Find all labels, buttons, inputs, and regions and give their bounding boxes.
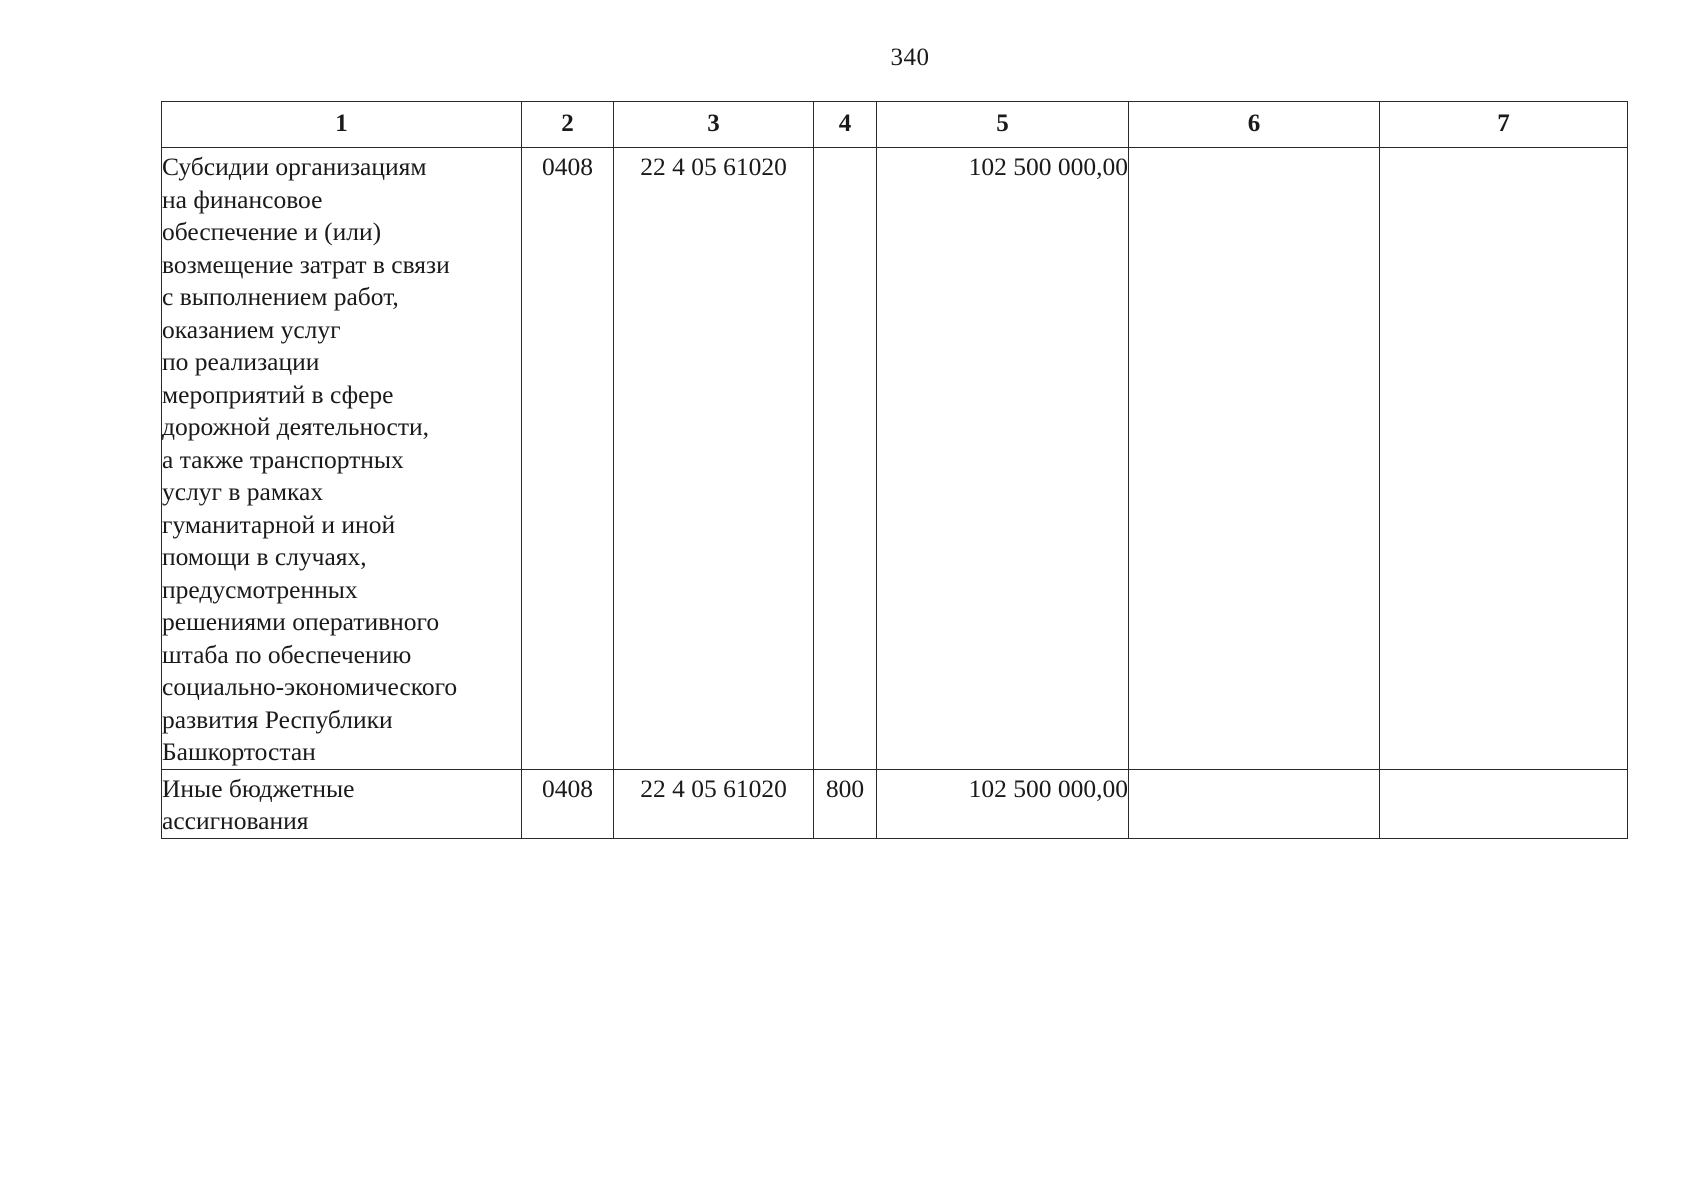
name-line: помощи в случаях, — [162, 542, 367, 571]
row-name-cell — [162, 769, 522, 838]
name-line: социально-экономического — [162, 672, 458, 701]
row-expense-type-cell — [814, 148, 877, 770]
name-line: а также транспортных — [162, 444, 404, 474]
name-line: оказанием услуг — [162, 314, 341, 344]
header-col-7: 7 — [1380, 102, 1628, 148]
name-line: по реализации — [162, 347, 320, 376]
name-line: с выполнением работ, — [162, 282, 399, 311]
name-line: на финансовое — [162, 184, 323, 214]
name-line: мероприятий в сфере — [162, 379, 394, 409]
name-line: Башкортостан — [162, 737, 316, 766]
row-col6-cell — [1129, 148, 1380, 770]
header-col-4: 4 — [814, 102, 877, 148]
row-target-code-cell: 22 4 05 61020 — [614, 769, 814, 838]
header-col-1: 1 — [162, 102, 522, 148]
row-section-cell: 0408 — [522, 769, 614, 838]
name-line: штаба по обеспечению — [162, 639, 412, 669]
row-col6-cell — [1129, 769, 1380, 838]
name-line: развития Республики — [162, 704, 393, 734]
row-target-code-cell: 22 4 05 61020 — [614, 148, 814, 770]
row-col7-cell — [1380, 148, 1628, 770]
name-line: ассигнования — [162, 806, 309, 835]
budget-table — [161, 101, 1628, 839]
row-amount-cell: 102 500 000,00 — [877, 148, 1129, 770]
name-line: гуманитарной и иной — [162, 509, 396, 539]
name-line: обеспечение и (или) — [162, 217, 382, 246]
header-col-5: 5 — [877, 102, 1129, 148]
name-line: Субсидии организациям — [162, 152, 427, 181]
row-col7-cell — [1380, 769, 1628, 838]
table-row — [162, 148, 1628, 770]
header-col-6: 6 — [1129, 102, 1380, 148]
table-row — [162, 769, 1628, 838]
header-row — [162, 102, 1628, 148]
row-amount-cell: 102 500 000,00 — [877, 769, 1129, 838]
row-section-cell: 0408 — [522, 148, 614, 770]
page-number: 340 — [890, 44, 930, 71]
row-name-cell — [162, 148, 522, 770]
name-line: предусмотренных — [162, 574, 358, 604]
name-line: решениями оперативного — [162, 607, 440, 636]
header-col-2: 2 — [522, 102, 614, 148]
row-expense-type-cell: 800 — [814, 769, 877, 838]
header-col-3: 3 — [614, 102, 814, 148]
name-line: возмещение затрат в связи — [162, 249, 450, 279]
name-line: Иные бюджетные — [162, 773, 355, 803]
name-line: услуг в рамках — [162, 477, 324, 506]
name-line: дорожной деятельности, — [162, 412, 429, 441]
